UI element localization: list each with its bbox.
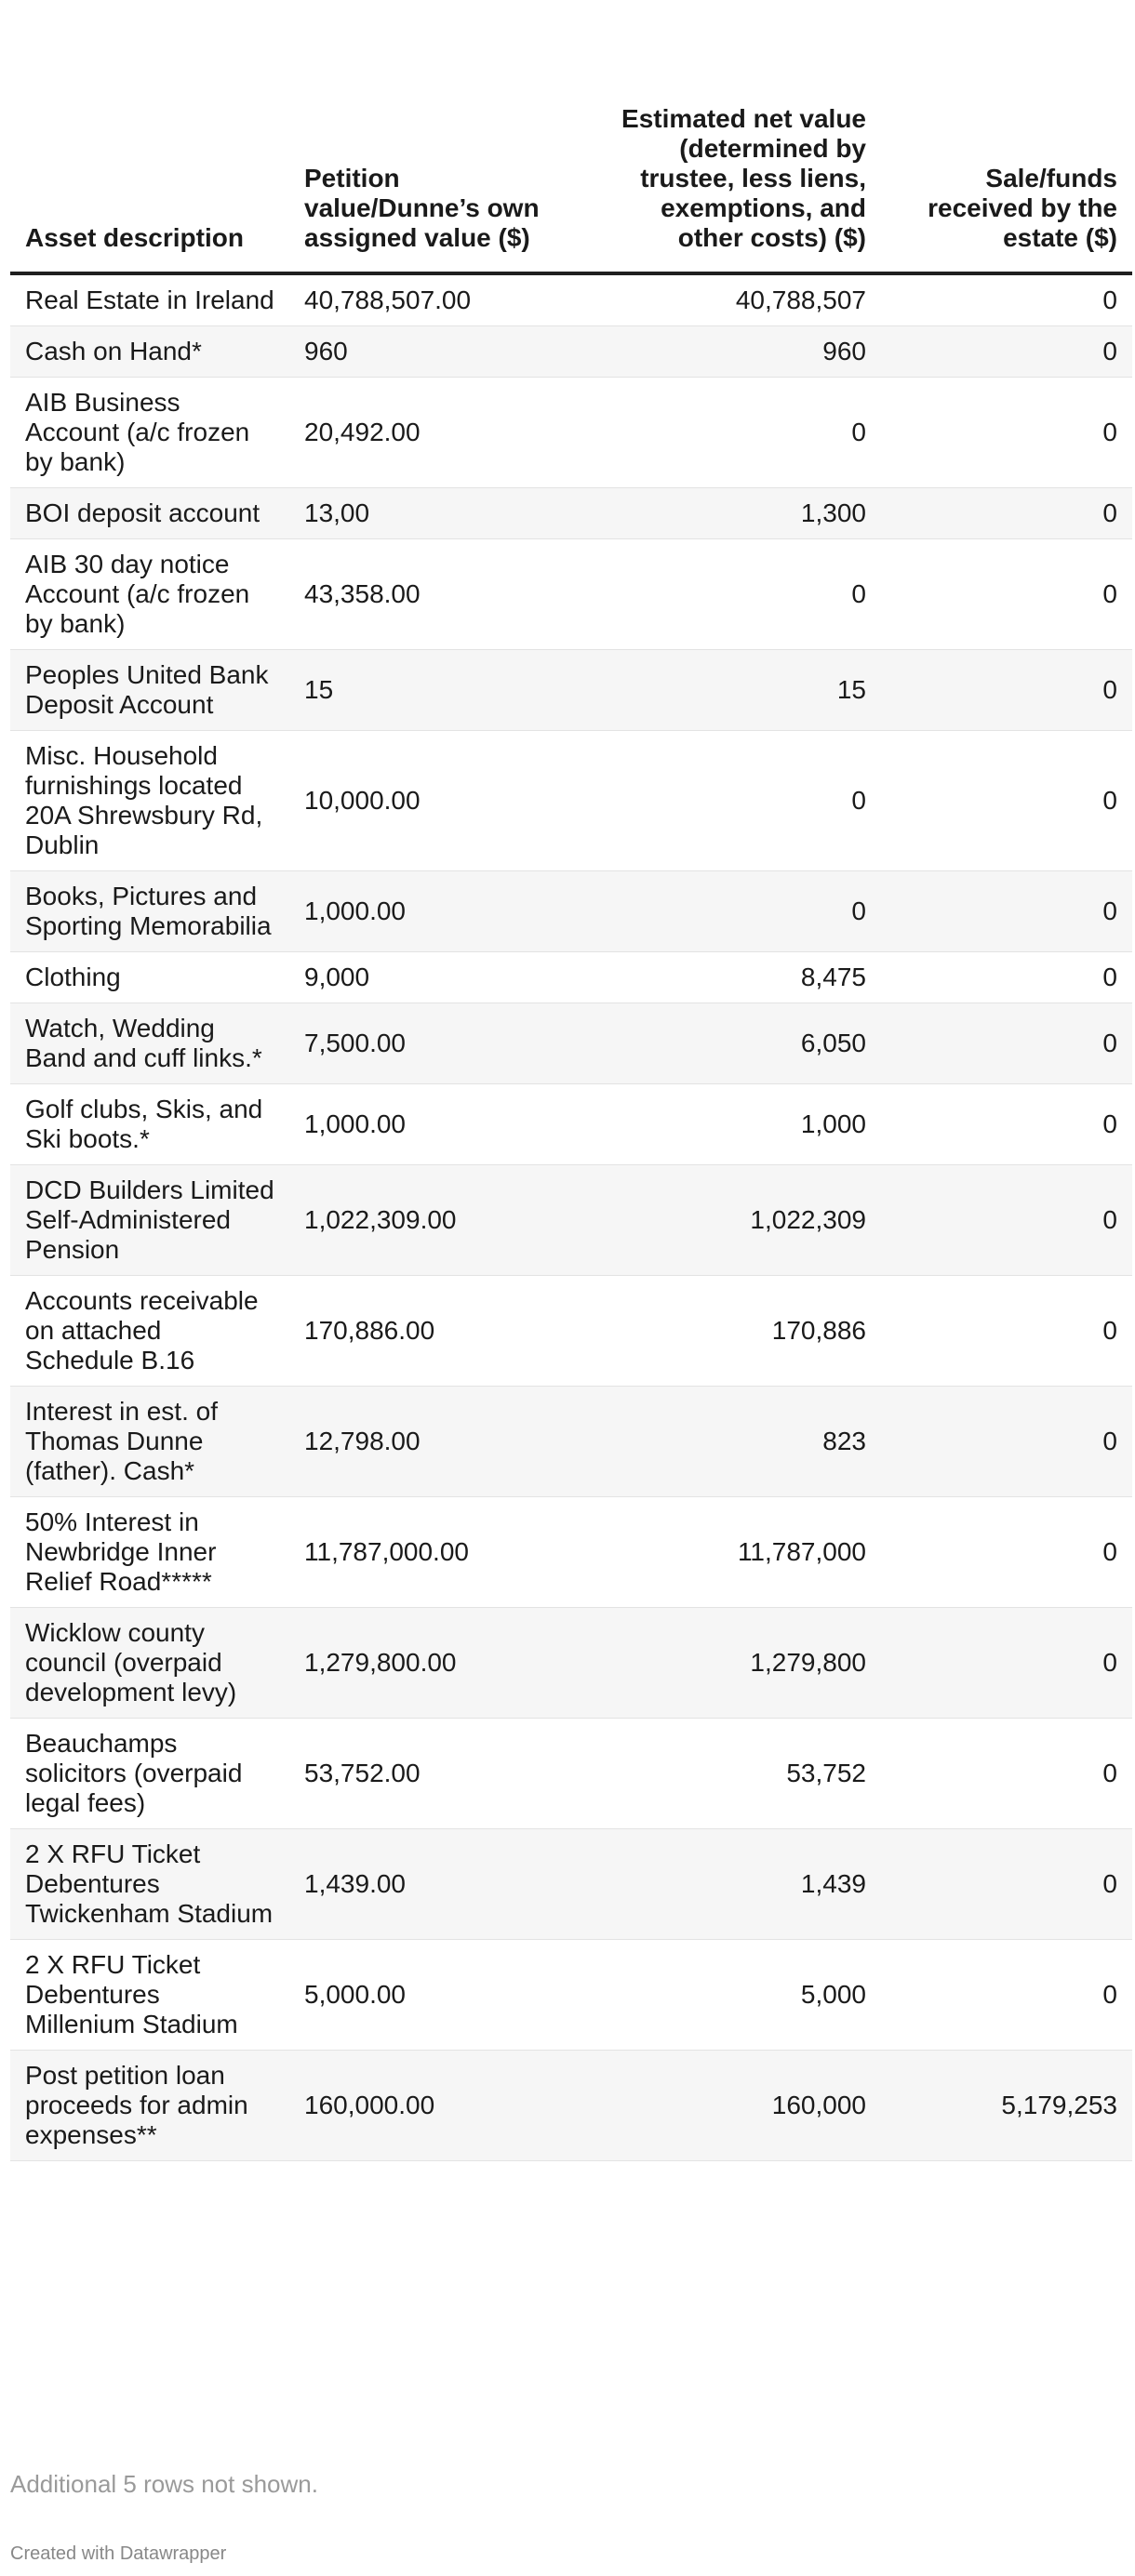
cell-estimated-net-value: 8,475 (596, 952, 881, 1003)
cell-estimated-net-value: 960 (596, 326, 881, 378)
table-body (10, 273, 1132, 2161)
cell-petition-value: 1,022,309.00 (289, 1165, 596, 1276)
header-petition-value[interactable]: Petition value/Dunne’s own assigned value ($) (289, 0, 596, 273)
cell-sale-funds: 0 (881, 1719, 1132, 1829)
table-row (10, 326, 1132, 378)
cell-sale-funds: 5,179,253 (881, 2051, 1132, 2161)
cell-petition-value: 160,000.00 (289, 2051, 596, 2161)
cell-asset-description: Post petition loan proceeds for admin expenses** (10, 2051, 289, 2161)
table-row (10, 273, 1132, 326)
cell-petition-value: 12,798.00 (289, 1387, 596, 1497)
header-estimated-net-value[interactable]: Estimated net value (determined by trustee, less liens, exemptions, and other costs) ($) (596, 0, 881, 273)
cell-estimated-net-value: 5,000 (596, 1940, 881, 2051)
cell-petition-value: 11,787,000.00 (289, 1497, 596, 1608)
cell-asset-description: Accounts receivable on attached Schedule B.16 (10, 1276, 289, 1387)
cell-asset-description: Watch, Wedding Band and cuff links.* (10, 1003, 289, 1084)
cell-petition-value: 13,00 (289, 488, 596, 539)
cell-asset-description: BOI deposit account (10, 488, 289, 539)
table-row (10, 488, 1132, 539)
cell-estimated-net-value: 160,000 (596, 2051, 881, 2161)
cell-asset-description: Cash on Hand* (10, 326, 289, 378)
table-row (10, 1719, 1132, 1829)
cell-asset-description: Wicklow county council (overpaid development levy) (10, 1608, 289, 1719)
cell-petition-value: 5,000.00 (289, 1940, 596, 2051)
cell-asset-description: AIB 30 day notice Account (a/c frozen by bank) (10, 539, 289, 650)
table-row (10, 1497, 1132, 1608)
cell-estimated-net-value: 11,787,000 (596, 1497, 881, 1608)
cell-petition-value: 53,752.00 (289, 1719, 596, 1829)
table-row (10, 952, 1132, 1003)
cell-asset-description: AIB Business Account (a/c frozen by bank) (10, 378, 289, 488)
cell-asset-description: Beauchamps solicitors (overpaid legal fees) (10, 1719, 289, 1829)
cell-sale-funds: 0 (881, 488, 1132, 539)
cell-sale-funds: 0 (881, 731, 1132, 871)
cell-estimated-net-value: 0 (596, 871, 881, 952)
cell-sale-funds: 0 (881, 1940, 1132, 2051)
cell-sale-funds: 0 (881, 1829, 1132, 1940)
cell-sale-funds: 0 (881, 952, 1132, 1003)
cell-petition-value: 1,000.00 (289, 871, 596, 952)
table-row (10, 1003, 1132, 1084)
cell-estimated-net-value: 40,788,507 (596, 273, 881, 326)
cell-sale-funds: 0 (881, 1387, 1132, 1497)
cell-estimated-net-value: 1,300 (596, 488, 881, 539)
cell-estimated-net-value: 1,022,309 (596, 1165, 881, 1276)
cell-estimated-net-value: 1,439 (596, 1829, 881, 1940)
cell-estimated-net-value: 0 (596, 378, 881, 488)
cell-estimated-net-value: 1,279,800 (596, 1608, 881, 1719)
table-row (10, 1276, 1132, 1387)
asset-table (10, 0, 1132, 2161)
cell-petition-value: 20,492.00 (289, 378, 596, 488)
table-header-row (10, 0, 1132, 273)
cell-estimated-net-value: 0 (596, 539, 881, 650)
rows-hidden-note: Additional 5 rows not shown. (10, 2470, 318, 2498)
cell-sale-funds: 0 (881, 871, 1132, 952)
cell-estimated-net-value: 823 (596, 1387, 881, 1497)
table-row (10, 871, 1132, 952)
table-row (10, 1608, 1132, 1719)
cell-petition-value: 1,000.00 (289, 1084, 596, 1165)
cell-petition-value: 960 (289, 326, 596, 378)
cell-petition-value: 10,000.00 (289, 731, 596, 871)
cell-petition-value: 1,439.00 (289, 1829, 596, 1940)
cell-sale-funds: 0 (881, 1003, 1132, 1084)
cell-petition-value: 170,886.00 (289, 1276, 596, 1387)
cell-petition-value: 15 (289, 650, 596, 731)
cell-petition-value: 7,500.00 (289, 1003, 596, 1084)
cell-sale-funds: 0 (881, 326, 1132, 378)
cell-sale-funds: 0 (881, 539, 1132, 650)
cell-estimated-net-value: 15 (596, 650, 881, 731)
cell-estimated-net-value: 6,050 (596, 1003, 881, 1084)
table-row (10, 1165, 1132, 1276)
header-asset-description[interactable]: Asset description (10, 0, 289, 273)
cell-asset-description: Real Estate in Ireland (10, 273, 289, 326)
cell-sale-funds: 0 (881, 1497, 1132, 1608)
cell-sale-funds: 0 (881, 650, 1132, 731)
cell-petition-value: 43,358.00 (289, 539, 596, 650)
table-row (10, 731, 1132, 871)
cell-sale-funds: 0 (881, 1084, 1132, 1165)
cell-asset-description: Interest in est. of Thomas Dunne (father). Cash* (10, 1387, 289, 1497)
cell-asset-description: Books, Pictures and Sporting Memorabilia (10, 871, 289, 952)
cell-petition-value: 9,000 (289, 952, 596, 1003)
table-row (10, 2051, 1132, 2161)
table-row (10, 650, 1132, 731)
cell-petition-value: 40,788,507.00 (289, 273, 596, 326)
cell-estimated-net-value: 53,752 (596, 1719, 881, 1829)
table-row (10, 1829, 1132, 1940)
table-row (10, 539, 1132, 650)
cell-estimated-net-value: 1,000 (596, 1084, 881, 1165)
cell-asset-description: Misc. Household furnishings located 20A Shrewsbury Rd, Dublin (10, 731, 289, 871)
table-row (10, 1084, 1132, 1165)
cell-estimated-net-value: 170,886 (596, 1276, 881, 1387)
cell-sale-funds: 0 (881, 1276, 1132, 1387)
cell-asset-description: Peoples United Bank Deposit Account (10, 650, 289, 731)
datawrapper-credit[interactable]: Created with Datawrapper (10, 2543, 227, 2564)
cell-sale-funds: 0 (881, 1608, 1132, 1719)
cell-sale-funds: 0 (881, 378, 1132, 488)
cell-asset-description: Clothing (10, 952, 289, 1003)
table-row (10, 1940, 1132, 2051)
cell-asset-description: Golf clubs, Skis, and Ski boots.* (10, 1084, 289, 1165)
cell-asset-description: 2 X RFU Ticket Debentures Millenium Stadium (10, 1940, 289, 2051)
cell-petition-value: 1,279,800.00 (289, 1608, 596, 1719)
cell-sale-funds: 0 (881, 1165, 1132, 1276)
header-sale-funds[interactable]: Sale/funds received by the estate ($) (881, 0, 1132, 273)
cell-sale-funds: 0 (881, 273, 1132, 326)
table-row (10, 378, 1132, 488)
cell-asset-description: DCD Builders Limited Self-Administered Pension (10, 1165, 289, 1276)
cell-estimated-net-value: 0 (596, 731, 881, 871)
cell-asset-description: 50% Interest in Newbridge Inner Relief Road***** (10, 1497, 289, 1608)
cell-asset-description: 2 X RFU Ticket Debentures Twickenham Stadium (10, 1829, 289, 1940)
table-row (10, 1387, 1132, 1497)
